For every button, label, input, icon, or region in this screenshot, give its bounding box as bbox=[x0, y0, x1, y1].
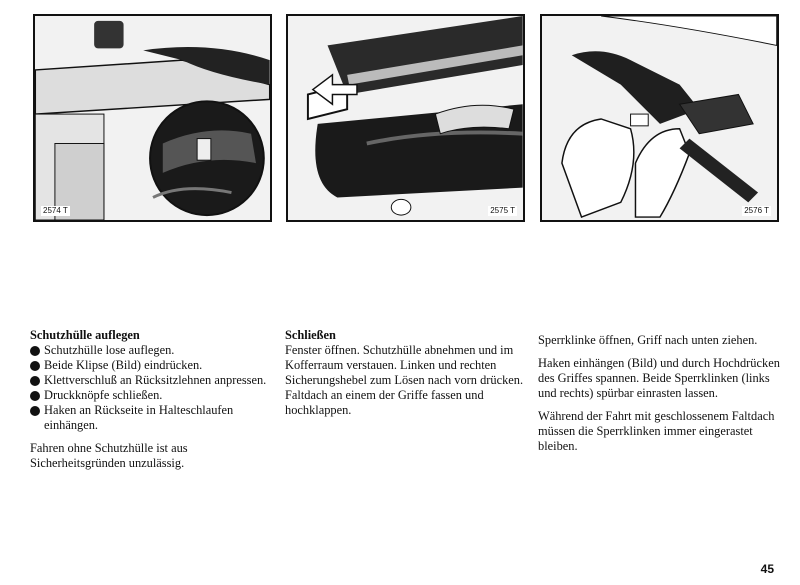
figure-label: 2575 T bbox=[490, 206, 515, 215]
safety-note: Fahren ohne Schutzhülle ist aus Sicherheitsgründen unzulässig. bbox=[30, 441, 188, 470]
section-latch bbox=[538, 333, 783, 454]
body-text: Haken einhängen (Bild) und durch Hochdrücken des Griffes spannen. Beide Sperrklinken (links und rechts) spürbar einrasten lassen. bbox=[538, 356, 780, 400]
list-item: Schutzhülle lose auflegen. bbox=[30, 343, 270, 358]
section-heading: Schutzhülle auflegen bbox=[30, 328, 140, 342]
list-item: Druckknöpfe schließen. bbox=[30, 388, 270, 403]
list-item: Beide Klipse (Bild) eindrücken. bbox=[30, 358, 270, 373]
section-cover bbox=[30, 328, 270, 471]
hook-handle-illustration bbox=[542, 16, 777, 220]
figure-cover-clip bbox=[33, 14, 272, 222]
section-heading: Schließen bbox=[285, 328, 336, 342]
release-lever-illustration bbox=[288, 16, 523, 220]
list-item: Haken an Rückseite in Halteschlaufen einhängen. bbox=[30, 403, 270, 433]
figure-hook-handle bbox=[540, 14, 779, 222]
list-item: Klettverschluß an Rücksitzlehnen anpressen. bbox=[30, 373, 270, 388]
section-closing bbox=[285, 328, 525, 418]
body-text: Sperrklinke öffnen, Griff nach unten ziehen. bbox=[538, 333, 758, 347]
page-number: 45 bbox=[760, 562, 774, 576]
figure-label: 2576 T bbox=[744, 206, 769, 215]
cover-clip-illustration bbox=[35, 16, 270, 220]
body-text: Fenster öffnen. Schutzhülle abnehmen und im Kofferraum verstauen. Linken und rechten Sicherungshebel zum Lösen nach vorn drücken. Faltdach an einem der Griffe fassen und hochklappen. bbox=[285, 343, 524, 417]
body-text: Während der Fahrt mit geschlossenem Faltdach müssen die Sperrklinken immer eingerastet bleiben. bbox=[538, 409, 775, 453]
instruction-list bbox=[30, 343, 270, 433]
figure-release-lever bbox=[286, 14, 525, 222]
figure-label: 2574 T bbox=[43, 206, 68, 215]
